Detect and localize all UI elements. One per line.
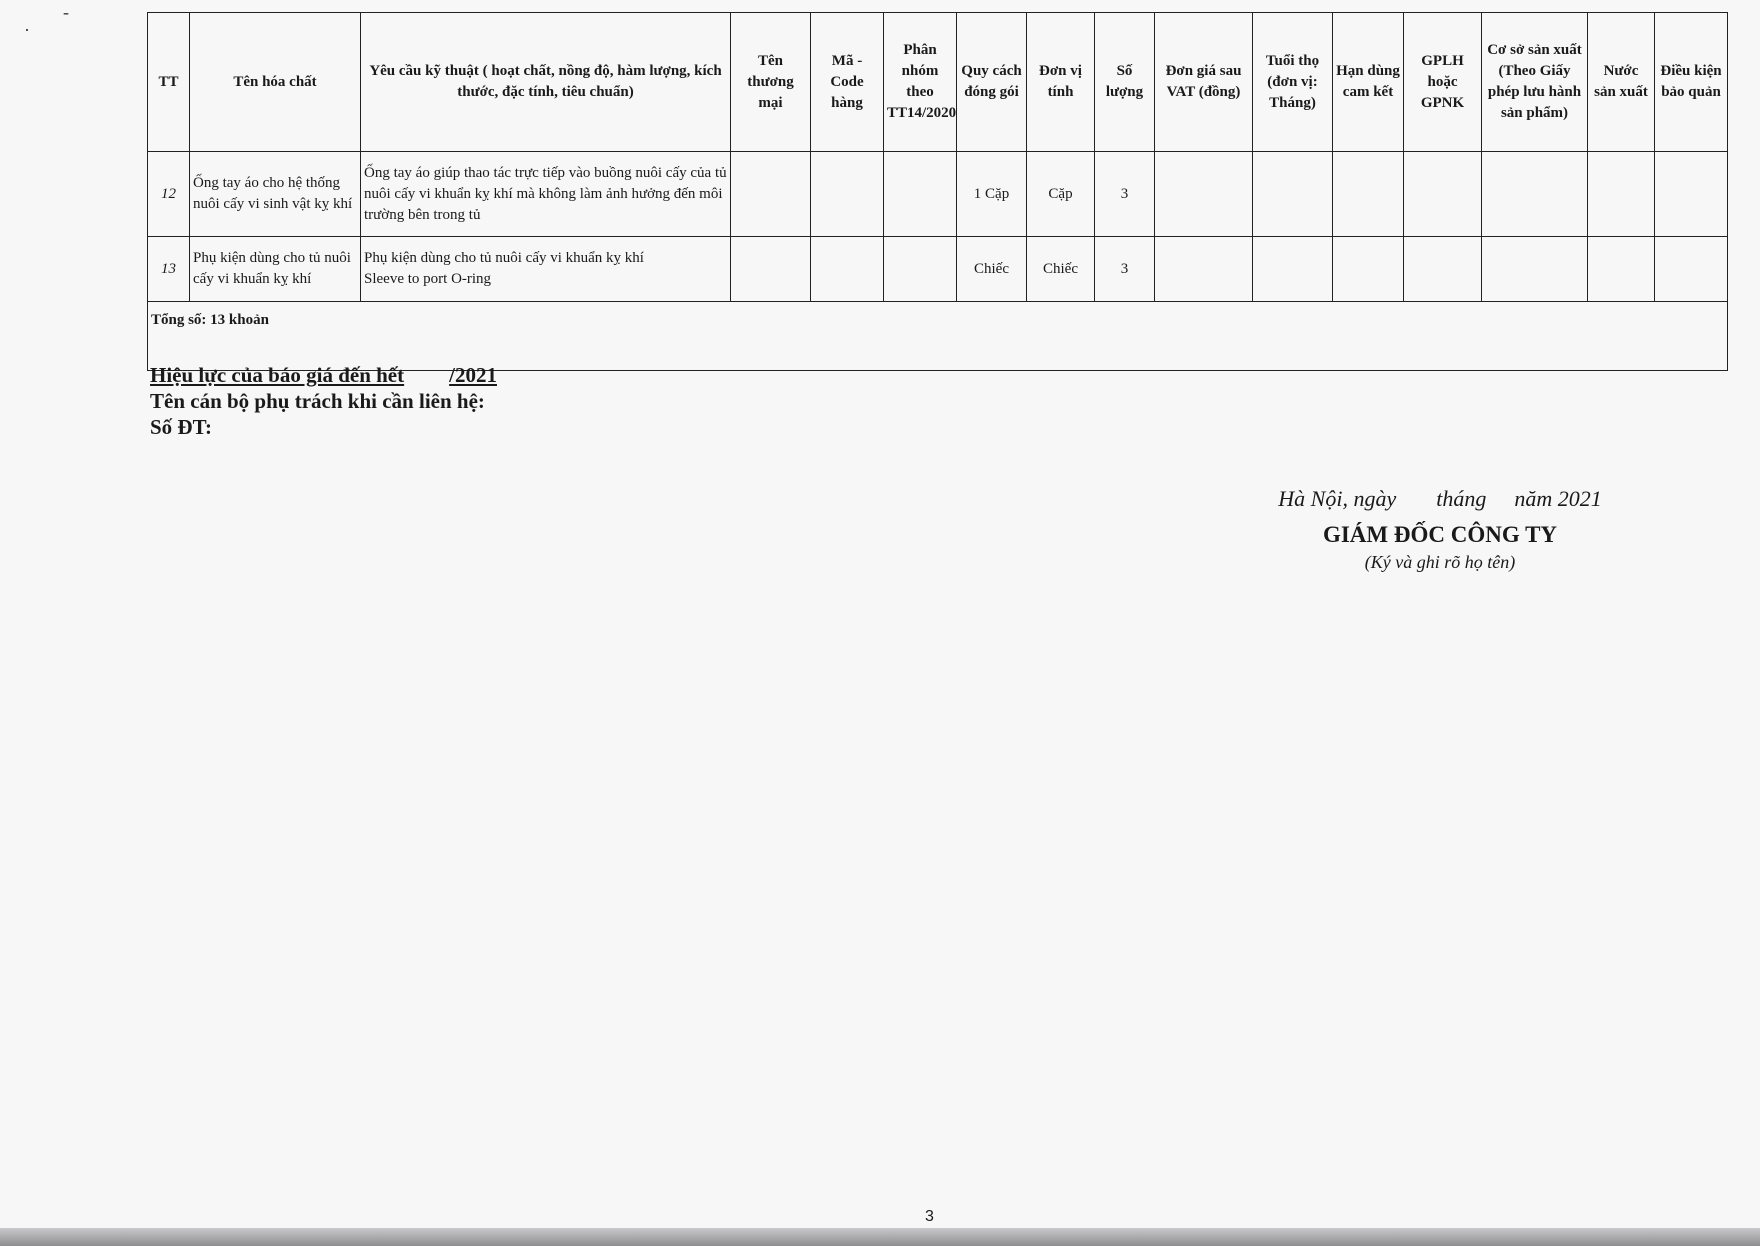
quote-footer xyxy=(150,362,497,440)
validity-year: /2021 xyxy=(449,363,497,387)
date-year: năm 2021 xyxy=(1514,486,1602,511)
row-group xyxy=(884,237,957,302)
row-tt: 13 xyxy=(148,237,190,302)
row-storage xyxy=(1655,237,1728,302)
row-price xyxy=(1155,237,1253,302)
header-storage: Điều kiện bảo quản xyxy=(1655,13,1728,152)
header-chemical-name: Tên hóa chất xyxy=(190,13,361,152)
row-expiry xyxy=(1333,152,1404,237)
total-row xyxy=(148,302,1728,371)
signer-title: GIÁM ĐỐC CÔNG TY xyxy=(1322,522,1558,547)
row-manufacturer xyxy=(1482,237,1588,302)
row-trade-name xyxy=(731,237,811,302)
row-code xyxy=(811,237,884,302)
row-name: Phụ kiện dùng cho tủ nuôi cấy vi khuẩn kỵ khí xyxy=(190,237,361,302)
row-expiry xyxy=(1333,237,1404,302)
row-manufacturer xyxy=(1482,152,1588,237)
total-count: Tổng số: 13 khoản xyxy=(148,302,1728,371)
row-spec-line: Sleeve to port O-ring xyxy=(364,271,492,287)
row-packing: 1 Cặp xyxy=(957,152,1027,237)
row-quantity: 3 xyxy=(1095,237,1155,302)
table-header-row xyxy=(148,13,1728,152)
row-tt: 12 xyxy=(148,152,190,237)
row-code xyxy=(811,152,884,237)
contact-person-line: Tên cán bộ phụ trách khi cần liên hệ: xyxy=(150,389,485,413)
row-group xyxy=(884,152,957,237)
signature-block xyxy=(1240,486,1640,573)
header-manufacturer: Cơ sở sản xuất (Theo Giấy phép lưu hành sản phẩm) xyxy=(1482,13,1588,152)
place-day: Hà Nội, ngày xyxy=(1278,486,1397,511)
header-expiry: Hạn dùng cam kết xyxy=(1333,13,1404,152)
page-number: 3 xyxy=(925,1208,934,1225)
row-trade-name xyxy=(731,152,811,237)
row-spec: Ống tay áo giúp thao tác trực tiếp vào buồng nuôi cấy của tủ nuôi cấy vi khuẩn kỵ khí mà không làm ảnh hưởng đến môi trường bên trong tủ xyxy=(361,152,731,237)
header-trade-name: Tên thương mại xyxy=(731,13,811,152)
header-unit: Đơn vị tính xyxy=(1027,13,1095,152)
header-quantity: Số lượng xyxy=(1095,13,1155,152)
header-shelf-life: Tuổi thọ (đơn vị: Tháng) xyxy=(1253,13,1333,152)
row-spec xyxy=(361,237,731,302)
header-tt: TT xyxy=(148,13,190,152)
row-shelf-life xyxy=(1253,152,1333,237)
row-license xyxy=(1404,152,1482,237)
header-license: GPLH hoặc GPNK xyxy=(1404,13,1482,152)
place-date xyxy=(1240,486,1640,512)
header-packing: Quy cách đóng gói xyxy=(957,13,1027,152)
header-unit-price: Đơn giá sau VAT (đồng) xyxy=(1155,13,1253,152)
scan-speck: · xyxy=(24,20,30,40)
row-country xyxy=(1588,237,1655,302)
row-storage xyxy=(1655,152,1728,237)
signer-note: (Ký và ghi rõ họ tên) xyxy=(1364,552,1516,572)
quotation-table xyxy=(147,12,1728,371)
row-name: Ống tay áo cho hệ thống nuôi cấy vi sinh vật kỵ khí xyxy=(190,152,361,237)
row-shelf-life xyxy=(1253,237,1333,302)
validity-label: Hiệu lực của báo giá đến hết xyxy=(150,363,405,387)
phone-line: Số ĐT: xyxy=(150,415,213,439)
validity-line xyxy=(150,362,497,388)
table-row xyxy=(148,152,1728,237)
row-price xyxy=(1155,152,1253,237)
scan-bottom-edge xyxy=(0,1228,1760,1246)
row-license xyxy=(1404,237,1482,302)
scan-speck: - xyxy=(63,2,69,22)
header-country: Nước sản xuất xyxy=(1588,13,1655,152)
row-unit: Cặp xyxy=(1027,152,1095,237)
row-quantity: 3 xyxy=(1095,152,1155,237)
table-row xyxy=(148,237,1728,302)
row-unit: Chiếc xyxy=(1027,237,1095,302)
date-month: tháng xyxy=(1436,486,1487,511)
header-group: Phân nhóm theo TT14/2020 xyxy=(884,13,957,152)
header-technical-requirements: Yêu cầu kỹ thuật ( hoạt chất, nồng độ, hàm lượng, kích thước, đặc tính, tiêu chuẩn) xyxy=(361,13,731,152)
header-product-code: Mã - Code hàng xyxy=(811,13,884,152)
row-spec-line: Phụ kiện dùng cho tủ nuôi cấy vi khuẩn kỵ khí xyxy=(364,250,644,266)
row-country xyxy=(1588,152,1655,237)
row-packing: Chiếc xyxy=(957,237,1027,302)
